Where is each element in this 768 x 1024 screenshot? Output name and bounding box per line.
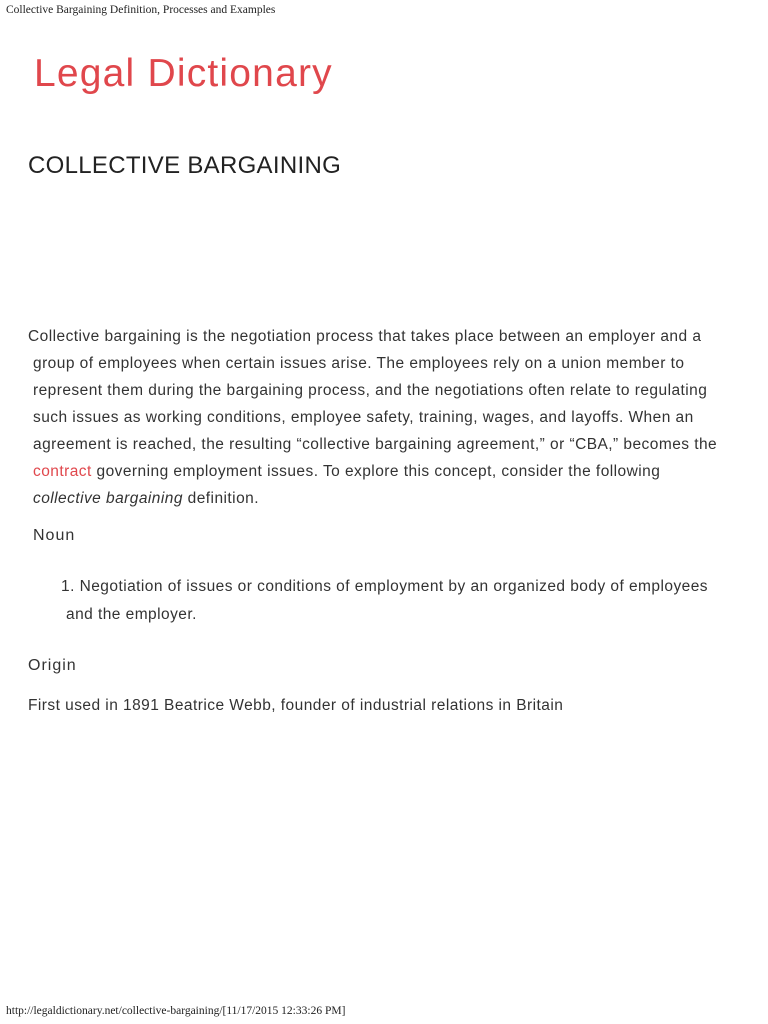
part-of-speech-label: Noun bbox=[33, 527, 76, 544]
intro-line: Collective bargaining is the negotiation process that takes place between an employer and a bbox=[28, 328, 702, 345]
intro-line-text: governing employment issues. To explore this concept, consider the following bbox=[91, 463, 661, 480]
intro-paragraph bbox=[28, 323, 748, 512]
definition-line: and the employer. bbox=[66, 606, 197, 623]
intro-line bbox=[28, 485, 748, 512]
print-footer-url: http://legaldictionary.net/collective-bargaining/[11/17/2015 12:33:26 PM] bbox=[6, 1005, 346, 1017]
definition-line: 1. Negotiation of issues or conditions of employment by an organized body of employees bbox=[61, 578, 708, 595]
origin-heading: Origin bbox=[28, 657, 77, 674]
site-title[interactable]: Legal Dictionary bbox=[34, 52, 333, 95]
term-emphasis: collective bargaining bbox=[33, 490, 183, 507]
intro-line: group of employees when certain issues arise. The employees rely on a union member to bbox=[33, 355, 685, 372]
intro-line: such issues as working conditions, employee safety, training, wages, and layoffs. When an bbox=[33, 409, 694, 426]
definition-item bbox=[61, 573, 751, 629]
page-title: COLLECTIVE BARGAINING bbox=[28, 152, 342, 179]
intro-line: represent them during the bargaining process, and the negotiations often relate to regulating bbox=[33, 382, 708, 399]
intro-line bbox=[28, 458, 748, 485]
intro-line: agreement is reached, the resulting “collective bargaining agreement,” or “CBA,” becomes the bbox=[33, 436, 718, 453]
origin-text: First used in 1891 Beatrice Webb, founder of industrial relations in Britain bbox=[28, 697, 564, 714]
intro-line-text: definition. bbox=[182, 490, 259, 507]
definition-list bbox=[61, 573, 751, 629]
contract-link[interactable]: contract bbox=[33, 463, 92, 480]
print-header-title: Collective Bargaining Definition, Processes and Examples bbox=[6, 4, 276, 16]
